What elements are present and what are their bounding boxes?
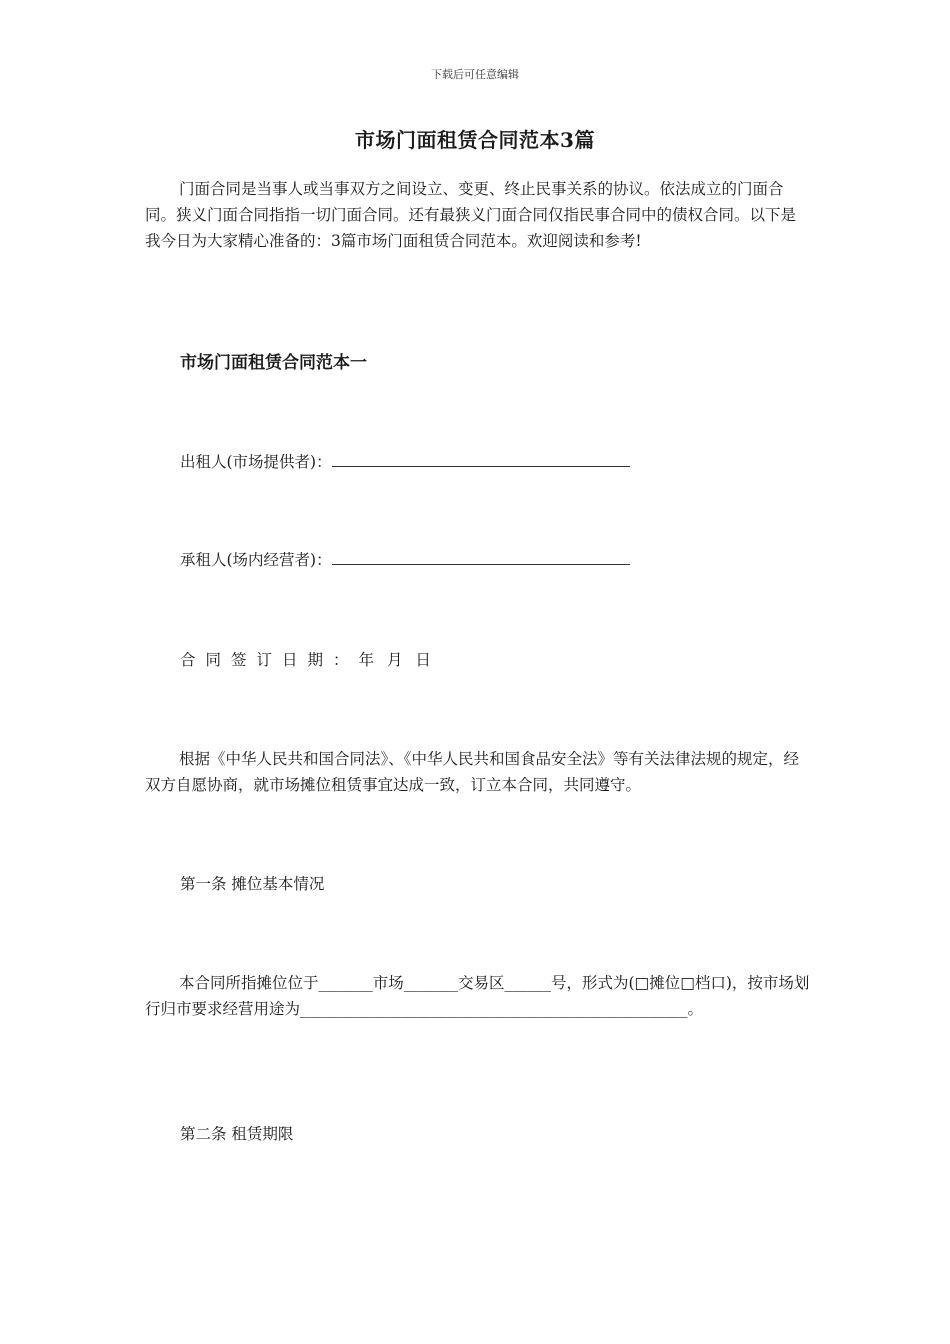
lessee-line [180,547,630,573]
article2-title: 第二条 租赁期限 [180,1125,294,1143]
basis-paragraph: 根据《中华人民共和国合同法》、《中华人民共和国食品安全法》等有关法律法规的规定，经双方自愿协商，就市场摊位租赁事宜达成一致，订立本合同，共同遵守。 [145,750,800,794]
lessor-label: 出租人(市场提供者)： [180,453,332,471]
lessee-blank [332,548,630,565]
sign-date-value: 年 月 日 [358,651,435,669]
lessor-blank [332,450,630,467]
section-title: 市场门面租赁合同范本一 [180,353,367,373]
lessee-label: 承租人(场内经营者)： [180,551,332,569]
header-note: 下载后可任意编辑 [431,68,519,81]
article1-title: 第一条 摊位基本情况 [180,875,325,893]
intro-paragraph: 门面合同是当事人或当事双方之间设立、变更、终止民事关系的协议。依法成立的门面合同。狭义门面合同指指一切门面合同。还有最狭义门面合同仅指民事合同中的债权合同。以下是我今日为大家精心准备的：3篇市场门面租赁合同范本。欢迎阅读和参考! [145,180,797,250]
sign-date-line [180,647,435,673]
article1-body: 本合同所指摊位位于_______市场_______交易区______号，形式为(□摊位□档口)，按市场划行归市要求经营用途为__________________________________________________。 [145,974,810,1018]
document-title: 市场门面租赁合同范本3篇 [355,128,595,152]
lessor-line [180,449,630,475]
sign-date-label: 合同签订日期： [180,651,359,669]
